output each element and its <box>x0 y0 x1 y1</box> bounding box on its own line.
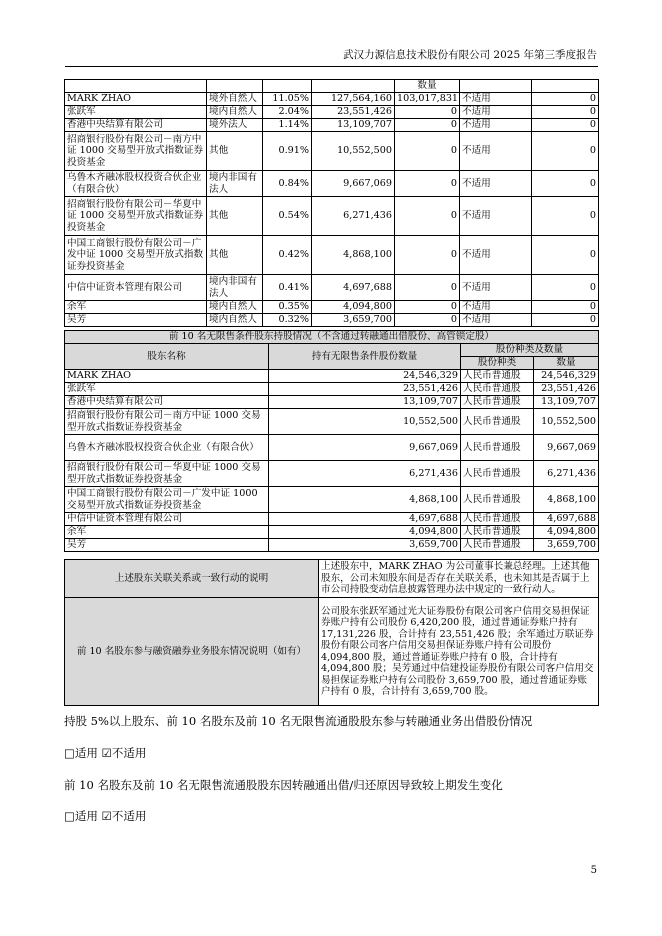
unrestricted-holder-row <box>65 370 599 383</box>
unrestricted-type-qty-cell: 9,667,069 <box>534 435 599 461</box>
holder-name-cell: 张跃军 <box>65 106 207 119</box>
holder-pledge-qty-cell: 0 <box>532 314 599 327</box>
unrestricted-holder-row <box>65 539 599 552</box>
holder-restricted-cell: 0 <box>395 171 460 197</box>
holder-nature-cell: 境内非国有法人 <box>207 171 263 197</box>
holder-pledge-cell: 不适用 <box>460 314 532 327</box>
holder-restricted-cell: 0 <box>395 119 460 132</box>
holder-shares-cell: 6,271,436 <box>312 197 395 236</box>
unrestricted-holder-row <box>65 396 599 409</box>
holder-ratio-cell: 1.14% <box>263 119 312 132</box>
holder-row <box>65 314 599 327</box>
holder-shares-cell: 4,094,800 <box>312 301 395 314</box>
unrestricted-type-qty-cell: 13,109,707 <box>534 396 599 409</box>
section2-applicable-checkbox[interactable]: □适用 <box>64 809 98 823</box>
holder-row <box>65 132 599 171</box>
holder-pledge-cell: 不适用 <box>460 171 532 197</box>
unrestricted-type-cell: 人民币普通股 <box>461 513 534 526</box>
unrestricted-holder-row <box>65 461 599 487</box>
holder-ratio-cell: 0.35% <box>263 301 312 314</box>
holder-shares-cell: 127,564,160 <box>312 93 395 106</box>
holder-pledge-cell: 不适用 <box>460 236 532 275</box>
holder-pledge-cell: 不适用 <box>460 275 532 301</box>
unrestricted-qty-cell: 24,546,329 <box>269 370 461 383</box>
holder-name-cell: 乌鲁木齐融冰股权投资合伙企业（有限合伙） <box>65 171 207 197</box>
holder-pledge-qty-cell: 0 <box>532 132 599 171</box>
holder-pledge-qty-cell: 0 <box>532 171 599 197</box>
holder-name-cell: 中信中证资本管理有限公司 <box>65 275 207 301</box>
unrestricted-name-cell: MARK ZHAO <box>65 370 269 383</box>
unrestricted-type-qty-cell: 4,697,688 <box>534 513 599 526</box>
unrestricted-qty-cell: 4,697,688 <box>269 513 461 526</box>
holder-nature-cell: 境外自然人 <box>207 93 263 106</box>
holder-nature-cell: 境内自然人 <box>207 301 263 314</box>
holder-restricted-cell: 0 <box>395 197 460 236</box>
holder-name-cell: 中国工商银行股份有限公司－广发中证 1000 交易型开放式指数证券投资基金 <box>65 236 207 275</box>
section2-heading: 前 10 名股东及前 10 名无限售流通股股东因转融通出借/归还原因导致较上期发生变化 <box>64 778 503 792</box>
holder-ratio-cell: 2.04% <box>263 106 312 119</box>
unrestricted-name-cell: 乌鲁木齐融冰股权投资合伙企业（有限合伙） <box>65 435 269 461</box>
unrestricted-holder-row <box>65 487 599 513</box>
holder-ratio-cell: 0.41% <box>263 275 312 301</box>
unrestricted-table-title: 前 10 名无限售条件股东持股情况（不含通过转融通出借股份、高管锁定股） <box>65 331 599 344</box>
holder-pledge-qty-cell: 0 <box>532 236 599 275</box>
holder-ratio-cell: 0.32% <box>263 314 312 327</box>
holder-row <box>65 275 599 301</box>
section2-not-applicable-checkbox[interactable]: ☑不适用 <box>101 809 147 823</box>
holder-shares-cell: 4,697,688 <box>312 275 395 301</box>
unrestricted-holder-row <box>65 435 599 461</box>
holder-nature-cell: 境外法人 <box>207 119 263 132</box>
holder-pledge-cell: 不适用 <box>460 106 532 119</box>
notes-table <box>64 559 599 706</box>
unrestricted-name-cell: 香港中央结算有限公司 <box>65 396 269 409</box>
unrestricted-type-cell: 人民币普通股 <box>461 487 534 513</box>
holder-restricted-cell: 0 <box>395 132 460 171</box>
unrestricted-qty-cell: 13,109,707 <box>269 396 461 409</box>
holder-shares-cell: 23,551,426 <box>312 106 395 119</box>
holder-name-cell: 香港中央结算有限公司 <box>65 119 207 132</box>
holder-shares-cell: 4,868,100 <box>312 236 395 275</box>
holder-row <box>65 106 599 119</box>
holder-pledge-cell: 不适用 <box>460 132 532 171</box>
holder-ratio-cell: 11.05% <box>263 93 312 106</box>
holder-name-cell: 招商银行股份有限公司－华夏中证 1000 交易型开放式指数证券投资基金 <box>65 197 207 236</box>
holder-row <box>65 171 599 197</box>
unrestricted-holder-row <box>65 409 599 435</box>
unrestricted-type-cell: 人民币普通股 <box>461 539 534 552</box>
unrestricted-type-qty-cell: 10,552,500 <box>534 409 599 435</box>
unrestricted-type-qty-cell: 4,868,100 <box>534 487 599 513</box>
holder-pledge-qty-cell: 0 <box>532 119 599 132</box>
holder-pledge-cell: 不适用 <box>460 93 532 106</box>
holder-name-cell: MARK ZHAO <box>65 93 207 106</box>
col-header-share-type-group: 股份种类及数量 <box>461 344 599 357</box>
unrestricted-type-cell: 人民币普通股 <box>461 396 534 409</box>
holder-pledge-cell: 不适用 <box>460 301 532 314</box>
holder-nature-cell: 境内非国有法人 <box>207 275 263 301</box>
unrestricted-name-cell: 余军 <box>65 526 269 539</box>
holder-shares-cell: 10,552,500 <box>312 132 395 171</box>
holder-pledge-qty-cell: 0 <box>532 301 599 314</box>
unrestricted-type-qty-cell: 4,094,800 <box>534 526 599 539</box>
unrestricted-type-qty-cell: 3,659,700 <box>534 539 599 552</box>
holder-shares-cell: 13,109,707 <box>312 119 395 132</box>
section1-not-applicable-checkbox[interactable]: ☑不适用 <box>101 746 147 760</box>
unrestricted-holder-row <box>65 526 599 539</box>
holder-row <box>65 236 599 275</box>
unrestricted-holder-row <box>65 513 599 526</box>
holder-name-cell: 吴芳 <box>65 314 207 327</box>
holders-table <box>64 79 599 327</box>
unrestricted-name-cell: 中国工商银行股份有限公司－广发中证 1000 交易型开放式指数证券投资基金 <box>65 487 269 513</box>
unrestricted-name-cell: 招商银行股份有限公司－华夏中证 1000 交易型开放式指数证券投资基金 <box>65 461 269 487</box>
unrestricted-qty-cell: 4,094,800 <box>269 526 461 539</box>
holder-shares-cell: 9,667,069 <box>312 171 395 197</box>
unrestricted-holders-table <box>64 330 599 552</box>
unrestricted-qty-cell: 9,667,069 <box>269 435 461 461</box>
holder-row <box>65 301 599 314</box>
holder-pledge-qty-cell: 0 <box>532 93 599 106</box>
relation-label: 上述股东关联关系或一致行动的说明 <box>65 560 319 598</box>
page-header-title: 武汉力源信息技术股份有限公司 2025 年第三季度报告 <box>343 49 597 61</box>
holder-row <box>65 197 599 236</box>
unrestricted-qty-cell: 3,659,700 <box>269 539 461 552</box>
unrestricted-type-cell: 人民币普通股 <box>461 526 534 539</box>
holder-nature-cell: 其他 <box>207 236 263 275</box>
holder-nature-cell: 其他 <box>207 132 263 171</box>
margin-trading-label: 前 10 名股东参与融资融券业务股东情况说明（如有） <box>65 598 319 706</box>
section2-options <box>64 808 146 824</box>
section1-applicable-checkbox[interactable]: □适用 <box>64 746 98 760</box>
holder-restricted-cell: 0 <box>395 106 460 119</box>
unrestricted-holder-row <box>65 383 599 396</box>
page-number: 5 <box>590 865 597 876</box>
relation-text: 上述股东中，MARK ZHAO 为公司董事长兼总经理。上述其他股东，公司未知股东间是否存在关联关系，也未知其是否属于上市公司持股变动信息披露管理办法中规定的一致行动人。 <box>319 560 599 598</box>
unrestricted-name-cell: 吴芳 <box>65 539 269 552</box>
holder-name-cell: 招商银行股份有限公司－南方中证 1000 交易型开放式指数证券投资基金 <box>65 132 207 171</box>
unrestricted-type-cell: 人民币普通股 <box>461 461 534 487</box>
holder-restricted-cell: 103,017,831 <box>395 93 460 106</box>
unrestricted-type-cell: 人民币普通股 <box>461 435 534 461</box>
holder-restricted-cell: 0 <box>395 301 460 314</box>
unrestricted-name-cell: 中信中证资本管理有限公司 <box>65 513 269 526</box>
holder-nature-cell: 境内自然人 <box>207 106 263 119</box>
holder-restricted-cell: 0 <box>395 275 460 301</box>
holder-ratio-cell: 0.91% <box>263 132 312 171</box>
margin-trading-text: 公司股东张跃军通过光大证券股份有限公司客户信用交易担保证券账户持有公司股份 6,420,200 股，通过普通证券账户持有 17,131,226 股，合计持有 23,551,426 股；余军通过万联证券股份有限公司客户信用交易担保证券账户持有公司股份 4,094,800 股，通过普通证券账户持有 0 股，合计持有 4,094,800 股；吴芳通过中信建投证券股份有限公司客户信用交易担保证券账户持有公司股份 3,659,700 股，通过普通证券账户持有 0 股，合计持有 3,659,700 股。 <box>319 598 599 706</box>
holder-restricted-cell: 0 <box>395 236 460 275</box>
unrestricted-type-qty-cell: 6,271,436 <box>534 461 599 487</box>
unrestricted-name-cell: 张跃军 <box>65 383 269 396</box>
col-header-holder-name: 股东名称 <box>65 344 269 370</box>
holder-pledge-qty-cell: 0 <box>532 106 599 119</box>
section1-options <box>64 745 146 761</box>
unrestricted-qty-cell: 4,868,100 <box>269 487 461 513</box>
unrestricted-qty-cell: 23,551,426 <box>269 383 461 396</box>
section1-heading: 持股 5%以上股东、前 10 名股东及前 10 名无限售流通股股东参与转融通业务出借股份情况 <box>64 714 533 728</box>
header-rule <box>65 66 598 67</box>
holder-name-cell: 余军 <box>65 301 207 314</box>
holder-pledge-qty-cell: 0 <box>532 275 599 301</box>
holder-shares-cell: 3,659,700 <box>312 314 395 327</box>
holder-ratio-cell: 0.54% <box>263 197 312 236</box>
holder-ratio-cell: 0.42% <box>263 236 312 275</box>
unrestricted-type-cell: 人民币普通股 <box>461 383 534 396</box>
unrestricted-qty-cell: 10,552,500 <box>269 409 461 435</box>
unrestricted-type-qty-cell: 23,551,426 <box>534 383 599 396</box>
holder-pledge-cell: 不适用 <box>460 119 532 132</box>
unrestricted-type-qty-cell: 24,546,329 <box>534 370 599 383</box>
unrestricted-qty-cell: 6,271,436 <box>269 461 461 487</box>
col-header-share-type: 股份种类 <box>461 357 534 370</box>
holder-row <box>65 93 599 106</box>
holder-pledge-cell: 不适用 <box>460 197 532 236</box>
unrestricted-name-cell: 招商银行股份有限公司－南方中证 1000 交易型开放式指数证券投资基金 <box>65 409 269 435</box>
holder-pledge-qty-cell: 0 <box>532 197 599 236</box>
col-header-unrestricted-qty: 持有无限售条件股份数量 <box>269 344 461 370</box>
holder-row <box>65 119 599 132</box>
holder-ratio-cell: 0.84% <box>263 171 312 197</box>
unrestricted-type-cell: 人民币普通股 <box>461 370 534 383</box>
col-header-share-qty: 数量 <box>534 357 599 370</box>
restricted-qty-subheader: 数量 <box>395 80 460 93</box>
holder-restricted-cell: 0 <box>395 314 460 327</box>
holder-nature-cell: 其他 <box>207 197 263 236</box>
unrestricted-type-cell: 人民币普通股 <box>461 409 534 435</box>
holder-nature-cell: 境内自然人 <box>207 314 263 327</box>
